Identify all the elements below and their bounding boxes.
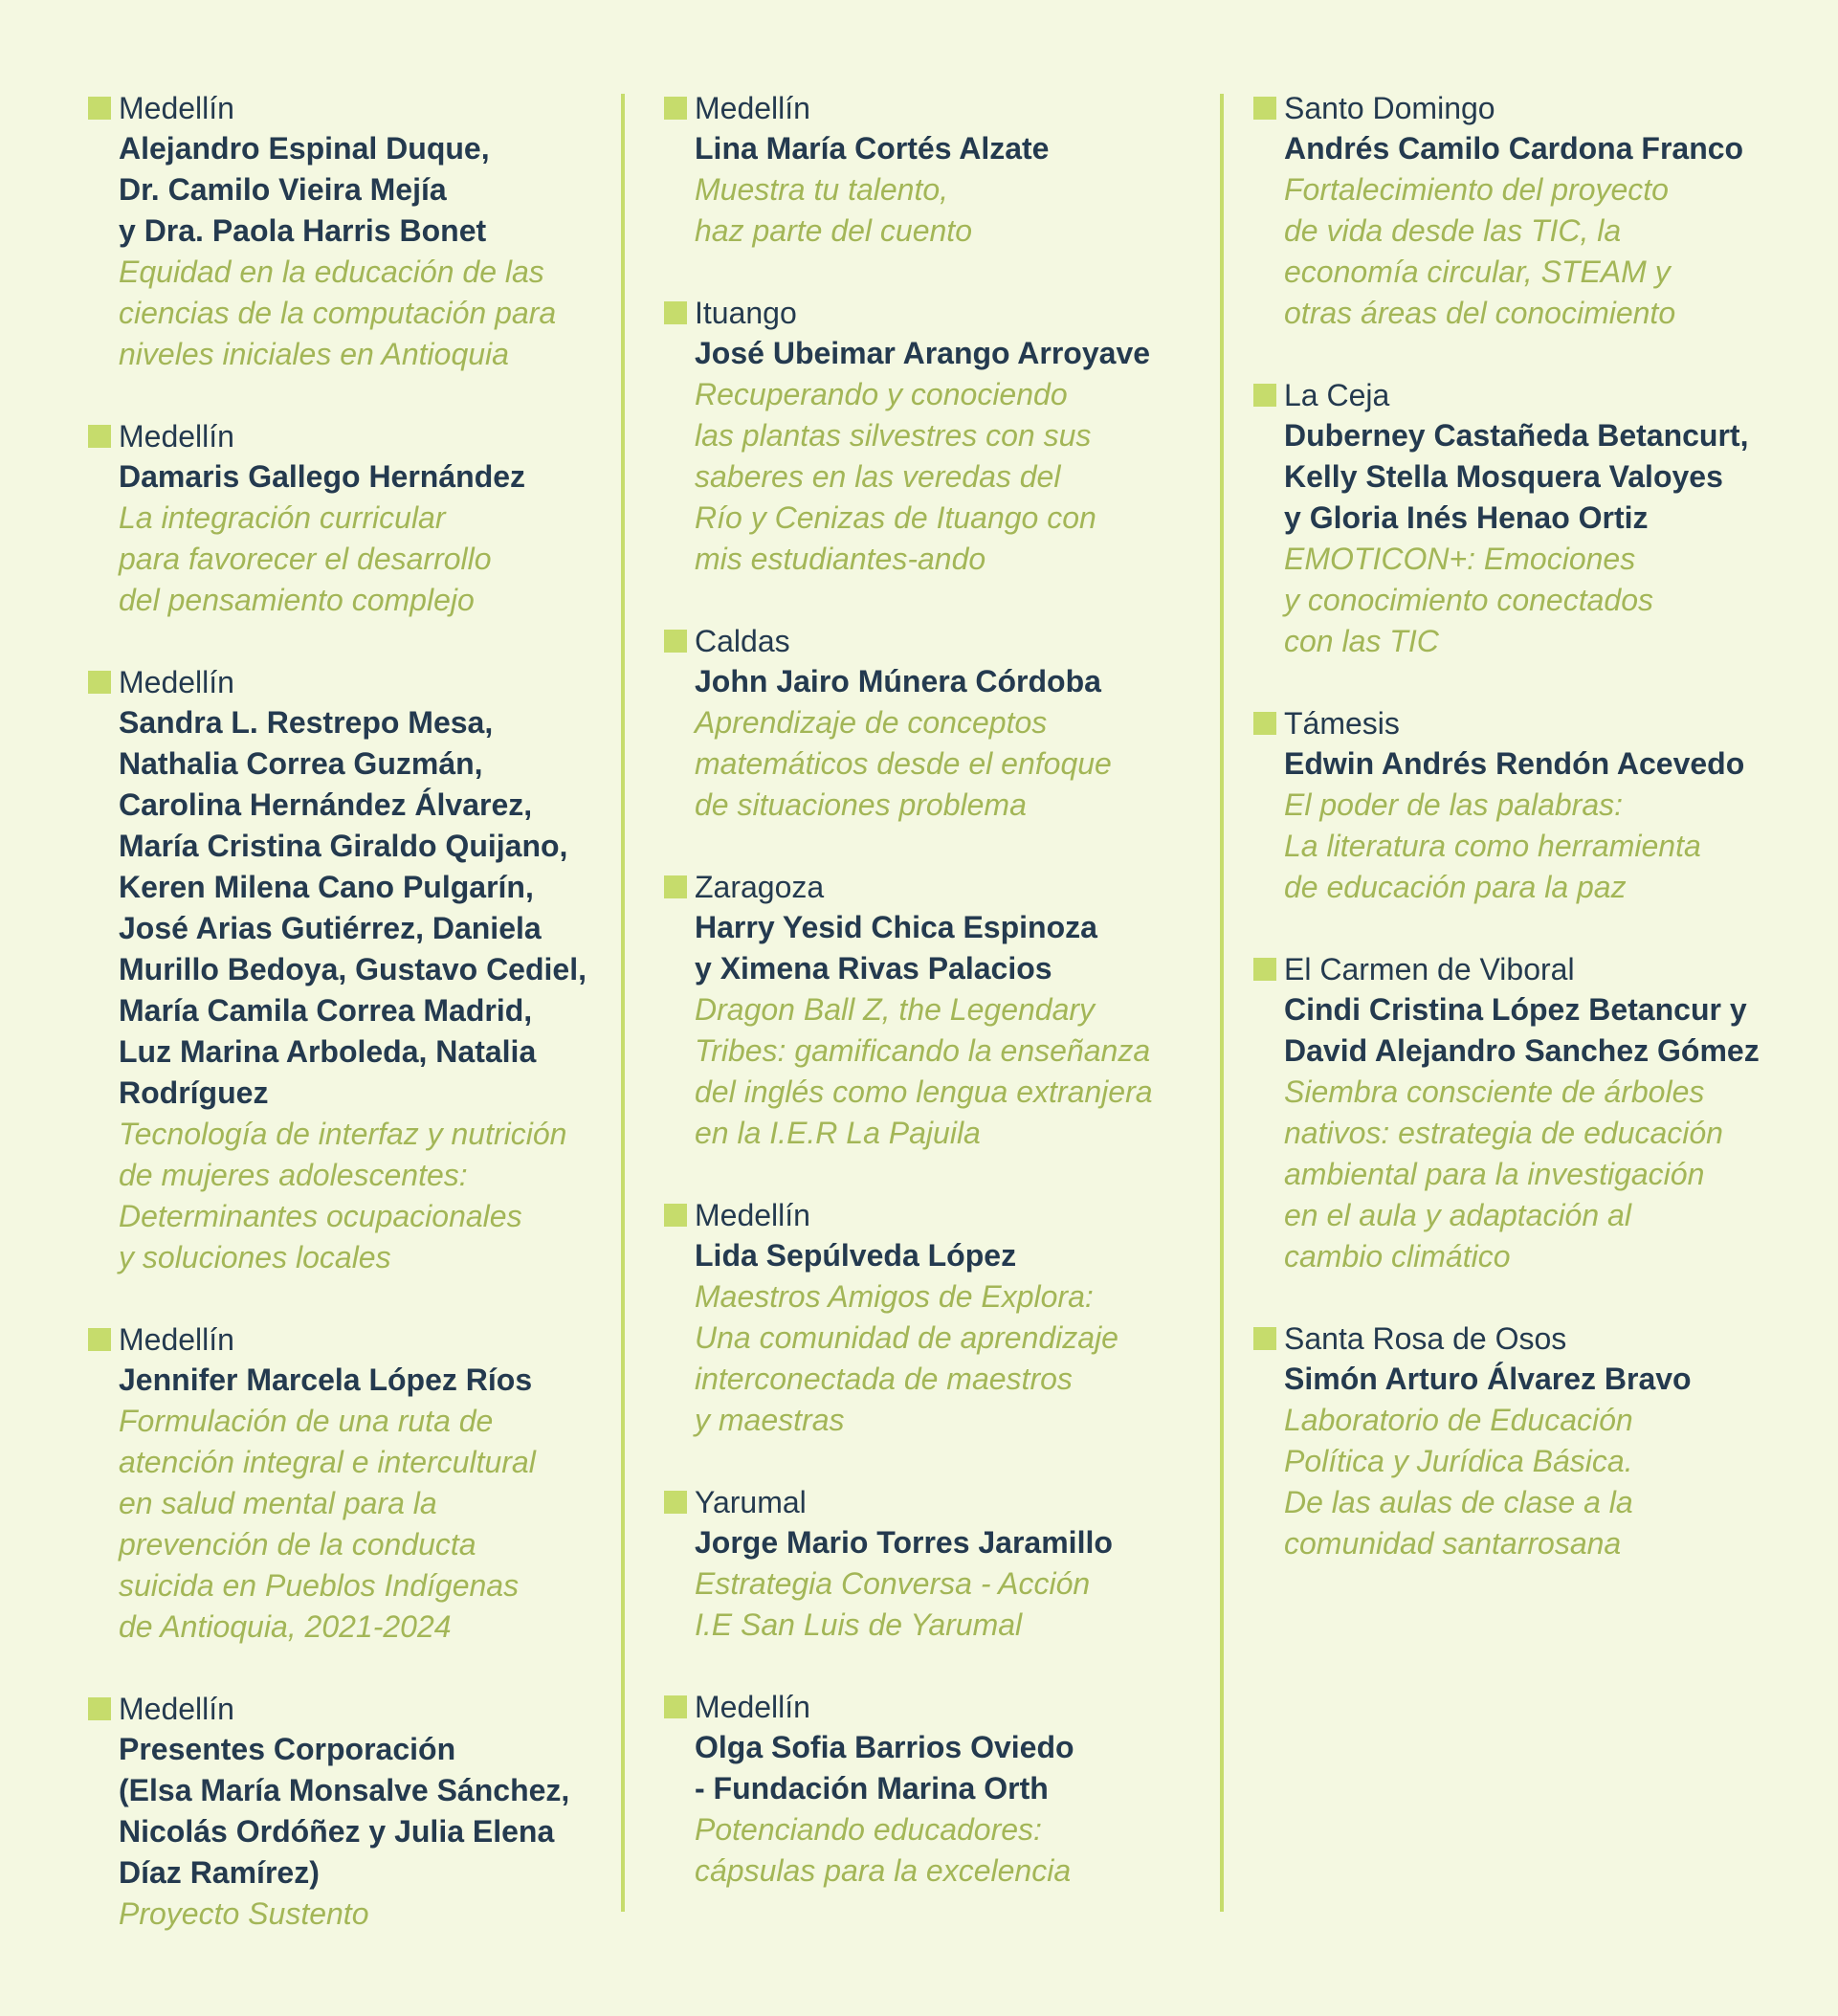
entry-names: John Jairo Múnera Córdoba bbox=[695, 664, 1101, 698]
entry-names: Cindi Cristina López Betancur y David Alejandro Sanchez Gómez bbox=[1284, 992, 1760, 1068]
project-entry bbox=[1253, 89, 1808, 334]
entry-place: Medellín bbox=[119, 91, 234, 125]
entry-place: Medellín bbox=[119, 419, 234, 454]
column-1 bbox=[88, 89, 624, 1977]
entry-names: Alejandro Espinal Duque, Dr. Camilo Vieira Mejía y Dra. Paola Harris Bonet bbox=[119, 131, 490, 248]
entry-title: Maestros Amigos de Explora: Una comunidad de aprendizaje interconectada de maestros y maestras bbox=[695, 1279, 1118, 1437]
square-bullet-icon bbox=[664, 1695, 687, 1718]
square-bullet-icon bbox=[664, 875, 687, 898]
entry-title: Recuperando y conociendo las plantas silvestres con sus saberes en las veredas del Río y Cenizas de Ituango con mis estudiantes-ando bbox=[695, 377, 1096, 576]
entry-place: Medellín bbox=[119, 1322, 234, 1357]
entry-names: Simón Arturo Álvarez Bravo bbox=[1284, 1362, 1692, 1396]
entry-place: Medellín bbox=[119, 665, 234, 699]
entry-place: Medellín bbox=[695, 1198, 810, 1232]
project-entry bbox=[664, 622, 1200, 826]
entry-title: EMOTICON+: Emociones y conocimiento conectados con las TIC bbox=[1284, 542, 1653, 658]
project-entry bbox=[88, 1320, 624, 1648]
entry-place: Caldas bbox=[695, 624, 790, 658]
entry-title: Proyecto Sustento bbox=[119, 1896, 369, 1931]
square-bullet-icon bbox=[664, 97, 687, 120]
entry-place: Santo Domingo bbox=[1284, 91, 1495, 125]
entry-names: Duberney Castañeda Betancurt, Kelly Stella Mosquera Valoyes y Gloria Inés Henao Ortiz bbox=[1284, 418, 1749, 535]
project-entry bbox=[1253, 1319, 1808, 1564]
entry-names: Andrés Camilo Cardona Franco bbox=[1284, 131, 1744, 166]
project-entry bbox=[1253, 950, 1808, 1277]
square-bullet-icon bbox=[1253, 958, 1276, 981]
entry-place: El Carmen de Viboral bbox=[1284, 952, 1575, 986]
square-bullet-icon bbox=[1253, 712, 1276, 735]
entry-place: Ituango bbox=[695, 296, 797, 330]
column-divider bbox=[1220, 94, 1224, 1912]
column-3 bbox=[1253, 89, 1808, 1606]
square-bullet-icon bbox=[88, 425, 111, 448]
entry-names: Olga Sofia Barrios Oviedo - Fundación Marina Orth bbox=[695, 1730, 1074, 1806]
entry-title: Tecnología de interfaz y nutrición de mujeres adolescentes: Determinantes ocupacionales y soluciones locales bbox=[119, 1117, 567, 1274]
entry-title: Formulación de una ruta de atención integral e intercultural en salud mental para la prevención de la conducta suicida en Pueblos Indígenas de Antioquia, 2021-2024 bbox=[119, 1404, 536, 1644]
square-bullet-icon bbox=[664, 1204, 687, 1227]
square-bullet-icon bbox=[664, 1491, 687, 1514]
entry-place: Támesis bbox=[1284, 706, 1400, 741]
project-entry bbox=[664, 294, 1200, 580]
entry-title: Laboratorio de Educación Política y Jurídica Básica. De las aulas de clase a la comunidad santarrosana bbox=[1284, 1403, 1633, 1561]
entry-names: Sandra L. Restrepo Mesa, Nathalia Correa Guzmán, Carolina Hernández Álvarez, María Cristina Giraldo Quijano, Keren Milena Cano Pulgarín, José Arias Gutiérrez, Daniela Murillo Bedoya, Gustavo Cediel, María Camila Correa Madrid, Luz Marina Arboleda, Natalia Rodríguez bbox=[119, 705, 587, 1110]
project-entry bbox=[88, 1690, 624, 1935]
project-entry bbox=[88, 89, 624, 375]
entry-place: Santa Rosa de Osos bbox=[1284, 1321, 1567, 1356]
entry-title: Dragon Ball Z, the Legendary Tribes: gamificando la enseñanza del inglés como lengua extranjera en la I.E.R La Pajuila bbox=[695, 992, 1153, 1150]
project-entry bbox=[664, 1483, 1200, 1646]
entry-names: Harry Yesid Chica Espinoza y Ximena Rivas Palacios bbox=[695, 910, 1097, 986]
square-bullet-icon bbox=[88, 97, 111, 120]
column-2 bbox=[664, 89, 1200, 1934]
entry-title: La integración curricular para favorecer el desarrollo del pensamiento complejo bbox=[119, 500, 492, 617]
entry-names: Jorge Mario Torres Jaramillo bbox=[695, 1525, 1113, 1560]
square-bullet-icon bbox=[1253, 97, 1276, 120]
entry-names: Jennifer Marcela López Ríos bbox=[119, 1362, 533, 1397]
project-entry bbox=[88, 663, 624, 1278]
square-bullet-icon bbox=[88, 1328, 111, 1351]
entry-title: Equidad en la educación de las ciencias de la computación para niveles iniciales en Antioquia bbox=[119, 255, 557, 371]
square-bullet-icon bbox=[88, 671, 111, 694]
square-bullet-icon bbox=[664, 301, 687, 324]
project-entry bbox=[664, 1688, 1200, 1892]
entry-place: La Ceja bbox=[1284, 378, 1390, 412]
entry-title: El poder de las palabras: La literatura como herramienta de educación para la paz bbox=[1284, 787, 1701, 904]
entry-place: Medellín bbox=[695, 1690, 810, 1724]
project-entry bbox=[664, 1196, 1200, 1441]
entry-title: Fortalecimiento del proyecto de vida desde las TIC, la economía circular, STEAM y otras áreas del conocimiento bbox=[1284, 172, 1676, 330]
entry-place: Yarumal bbox=[695, 1485, 807, 1519]
project-entry bbox=[664, 868, 1200, 1154]
entry-names: Presentes Corporación (Elsa María Monsalve Sánchez, Nicolás Ordóñez y Julia Elena Díaz Ramírez) bbox=[119, 1732, 570, 1890]
square-bullet-icon bbox=[664, 630, 687, 653]
project-entry bbox=[664, 89, 1200, 252]
entry-title: Muestra tu talento, haz parte del cuento bbox=[695, 172, 972, 248]
square-bullet-icon bbox=[1253, 384, 1276, 407]
entry-title: Potenciando educadores: cápsulas para la excelencia bbox=[695, 1812, 1072, 1888]
entry-title: Estrategia Conversa - Acción I.E San Luis de Yarumal bbox=[695, 1566, 1091, 1642]
entry-names: Lina María Cortés Alzate bbox=[695, 131, 1050, 166]
square-bullet-icon bbox=[1253, 1327, 1276, 1350]
entry-title: Siembra consciente de árboles nativos: estrategia de educación ambiental para la investigación en el aula y adaptación al cambio climático bbox=[1284, 1074, 1723, 1274]
entry-place: Zaragoza bbox=[695, 870, 825, 904]
entry-names: Lida Sepúlveda López bbox=[695, 1238, 1017, 1273]
entry-title: Aprendizaje de conceptos matemáticos desde el enfoque de situaciones problema bbox=[695, 705, 1112, 822]
project-entry bbox=[1253, 704, 1808, 908]
entry-place: Medellín bbox=[119, 1692, 234, 1726]
entry-names: Edwin Andrés Rendón Acevedo bbox=[1284, 746, 1745, 781]
entry-place: Medellín bbox=[695, 91, 810, 125]
project-entry bbox=[88, 417, 624, 621]
entry-names: Damaris Gallego Hernández bbox=[119, 459, 526, 494]
project-entry bbox=[1253, 376, 1808, 662]
entry-names: José Ubeimar Arango Arroyave bbox=[695, 336, 1151, 370]
square-bullet-icon bbox=[88, 1697, 111, 1720]
